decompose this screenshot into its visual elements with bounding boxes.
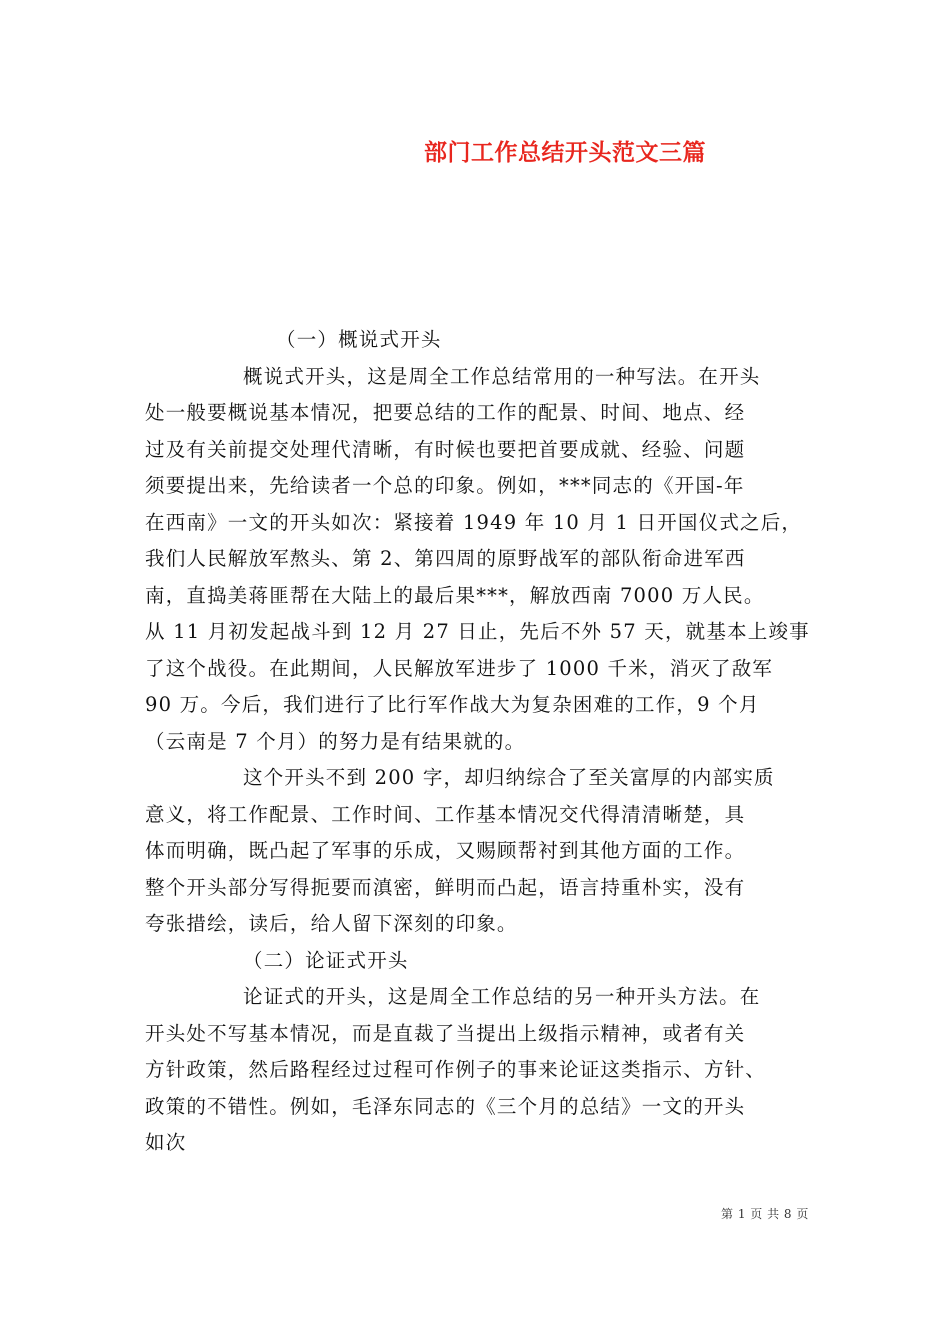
paragraph-line: 夸张措绘，读后，给人留下深刻的印象。	[145, 912, 518, 935]
paragraph-line: 政策的不错性。例如，毛泽东同志的《三个月的总结》一文的开头	[145, 1094, 746, 1118]
paragraph-line: 方针政策，然后路程经过过程可作例子的事来论证这类指示、方针、	[145, 1058, 767, 1081]
paragraph-line: 过及有关前提交处理代清晰，有时候也要把首要成就、经验、问题	[145, 437, 746, 461]
paragraph-line: 我们人民解放军熬头、第 2、第四周的原野战军的部队衔命进军西	[145, 547, 746, 570]
paragraph-line: 概说式开头，这是周全工作总结常用的一种写法。在开头	[243, 364, 761, 388]
paragraph-line: 了这个战役。在此期间，人民解放军进步了 1000 千米，消灭了敌军	[145, 656, 774, 680]
page-footer: 第 1 页 共 8 页	[721, 1207, 809, 1221]
paragraph-line: 如次	[145, 1131, 187, 1154]
paragraph-line: 这个开头不到 200 字，却归纳综合了至关富厚的内部实质	[243, 766, 775, 789]
paragraph-line: 开头处不写基本情况，而是直裁了当提出上级指示精神，或者有关	[145, 1021, 746, 1045]
paragraph-line: 在西南》一文的开头如次：紧接着 1949 年 10 月 1 日开国仪式之后，	[145, 510, 803, 534]
document-title: 部门工作总结开头范文三篇	[424, 139, 706, 166]
paragraph-line: 南，直捣美蒋匪帮在大陆上的最后果***，解放西南 7000 万人民。	[145, 583, 765, 607]
paragraph-line: 体而明确，既凸起了军事的乐成，又赐顾帮衬到其他方面的工作。	[145, 839, 746, 862]
paragraph-line: 须要提出来，先给读者一个总的印象。例如，***同志的《开国-年	[145, 474, 745, 497]
paragraph-line: 处一般要概说基本情况，把要总结的工作的配景、时间、地点、经	[145, 401, 746, 424]
paragraph-line: 90 万。今后，我们进行了比行军作战大为复杂困难的工作，9 个月	[145, 693, 760, 716]
paragraph-line: 意义，将工作配景、工作时间、工作基本情况交代得清清晰楚，具	[145, 802, 746, 826]
paragraph-line: 从 11 月初发起战斗到 12 月 27 日止，先后不外 57 天，就基本上竣事	[145, 620, 810, 643]
section-heading: （一）概说式开头	[276, 328, 442, 351]
document-body	[145, 322, 810, 1162]
section-heading: （二）论证式开头	[243, 948, 409, 972]
paragraph-line: 论证式的开头，这是周全工作总结的另一种开头方法。在	[243, 985, 761, 1008]
paragraph-line: 整个开头部分写得扼要而滇密，鲜明而凸起，语言持重朴实，没有	[145, 875, 746, 899]
paragraph-line: （云南是 7 个月）的努力是有结果就的。	[145, 729, 526, 753]
